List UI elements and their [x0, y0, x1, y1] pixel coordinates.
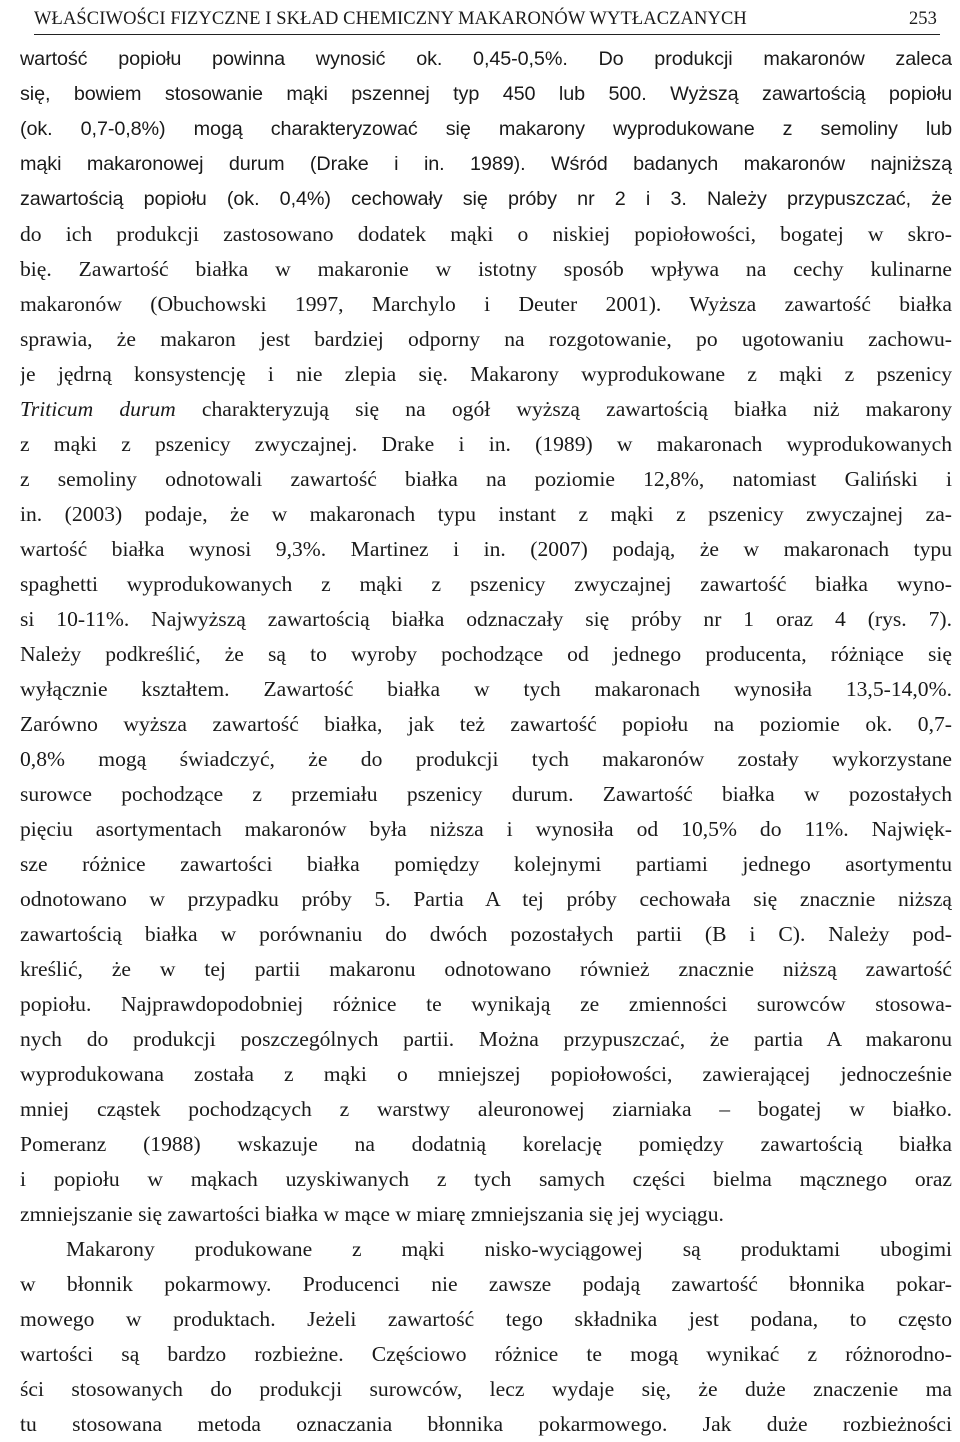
text-line: surowce pochodzące z przemiału pszenicy durum. Zawartość białka w pozostałych — [20, 782, 952, 806]
text-line: wartość białka wynosi 9,3%. Martinez i in. (2007) podają, że w makaronach typu — [20, 537, 952, 561]
text-line: spaghetti wyprodukowanych z mąki z pszenicy zwyczajnej zawartość białka wyno- — [20, 572, 952, 596]
text-line: wartość popiołu powinna wynosić ok. 0,45-0,5%. Do produkcji makaronów zaleca — [20, 48, 952, 70]
text-line: (ok. 0,7-0,8%) mogą charakteryzować się makarony wyprodukowane z semoliny lub — [20, 118, 952, 140]
text-line: 0,8% mogą świadczyć, że do produkcji tych makaronów zostały wykorzystane — [20, 747, 952, 771]
text-line: wartości są bardzo rozbieżne. Częściowo różnice te mogą wynikać z różnorodno- — [20, 1342, 952, 1366]
text-line: z mąki z pszenicy zwyczajnej. Drake i in. (1989) w makaronach wyprodukowanych — [20, 432, 952, 456]
text-line: sze różnice zawartości białka pomiędzy kolejnymi partiami jednego asortymentu — [20, 852, 952, 876]
italic-species-name: Triticum durum — [20, 397, 176, 421]
text-line: się, bowiem stosowanie mąki pszennej typ 450 lub 500. Wyższą zawartością popiołu — [20, 83, 952, 105]
text-line: mowego w produktach. Jeżeli zawartość tego składnika jest podana, to często — [20, 1307, 952, 1331]
text-line: z semoliny odnotowali zawartość białka na poziomie 12,8%, natomiast Galiński i — [20, 467, 952, 491]
text-line: makaronów (Obuchowski 1997, Marchylo i Deuter 2001). Wyższa zawartość białka — [20, 292, 952, 316]
text-line: bię. Zawartość białka w makaronie w istotny sposób wpływa na cechy kulinarne — [20, 257, 952, 281]
text-line: w błonnik pokarmowy. Producenci nie zawsze podają zawartość błonnika pokar- — [20, 1272, 952, 1296]
paragraph-first-line: Makarony produkowane z mąki nisko-wyciągowej są produktami ubogimi — [66, 1237, 952, 1261]
text-line: i popiołu w mąkach uzyskiwanych z tych samych części bielma mącznego oraz — [20, 1167, 952, 1191]
text-line: popiołu. Najprawdopodobniej różnice te wynikają ze zmienności surowców stosowa- — [20, 992, 952, 1016]
text-line: Pomeranz (1988) wskazuje na dodatnią korelację pomiędzy zawartością białka — [20, 1132, 952, 1156]
text-line: nych do produkcji poszczególnych partii. Można przypuszczać, że partia A makaronu — [20, 1027, 952, 1051]
text-fragment: charakteryzują się na ogół wyższą zawartością białka niż makarony — [175, 397, 952, 421]
body-text — [20, 42, 952, 1442]
text-line — [20, 392, 952, 427]
running-header — [34, 6, 940, 35]
text-line: do ich produkcji zastosowano dodatek mąki o niskiej popiołowości, bogatej w skro- — [20, 222, 952, 246]
page-number: 253 — [908, 9, 937, 29]
text-line: in. (2003) podaje, że w makaronach typu instant z mąki z pszenicy zwyczajnej za- — [20, 502, 952, 526]
text-line: zmniejszanie się zawartości białka w mące w miarę zmniejszania się jej wyciągu. — [20, 1202, 724, 1226]
text-line: zawartością popiołu (ok. 0,4%) cechowały się próby nr 2 i 3. Należy przypuszczać, że — [20, 188, 952, 210]
text-line: je jędrną konsystencję i nie zlepia się. Makarony wyprodukowane z mąki z pszenicy — [20, 362, 952, 386]
text-line: odnotowano w przypadku próby 5. Partia A tej próby cechowała się znacznie niższą — [20, 887, 952, 911]
text-line: Należy podkreślić, że są to wyroby pochodzące od jednego producenta, różniące się — [20, 642, 952, 666]
text-line: sprawia, że makaron jest bardziej odporny na rozgotowanie, po ugotowaniu zachowu- — [20, 327, 952, 351]
text-line: si 10-11%. Najwyższą zawartością białka odznaczały się próby nr 1 oraz 4 (rys. 7). — [20, 607, 952, 631]
text-line: ści stosowanych do produkcji surowców, lecz wydaje się, że duże znaczenie ma — [20, 1377, 952, 1401]
text-line: tu stosowana metoda oznaczania błonnika pokarmowego. Jak duże rozbieżności — [20, 1412, 952, 1436]
text-line: wyłącznie kształtem. Zawartość białka w tych makaronach wynosiła 13,5-14,0%. — [20, 677, 952, 701]
text-line: pięciu asortymentach makaronów była niższa i wynosiła od 10,5% do 11%. Najwięk- — [20, 817, 952, 841]
text-line: zawartością białka w porównaniu do dwóch pozostałych partii (B i C). Należy pod- — [20, 922, 952, 946]
text-line: mniej cząstek pochodzących z warstwy aleuronowej ziarniaka – bogatej w białko. — [20, 1097, 952, 1121]
running-title: WŁAŚCIWOŚCI FIZYCZNE I SKŁAD CHEMICZNY MAKARONÓW WYTŁACZANYCH — [34, 9, 747, 29]
text-line: mąki makaronowej durum (Drake i in. 1989). Wśród badanych makaronów najniższą — [20, 153, 952, 175]
text-line: wyprodukowana została z mąki o mniejszej popiołowości, zawierającej jednocześnie — [20, 1062, 952, 1086]
text-line: Zarówno wyższa zawartość białka, jak też zawartość popiołu na poziomie ok. 0,7- — [20, 712, 952, 736]
text-line: kreślić, że w tej partii makaronu odnotowano również znacznie niższą zawartość — [20, 957, 952, 981]
